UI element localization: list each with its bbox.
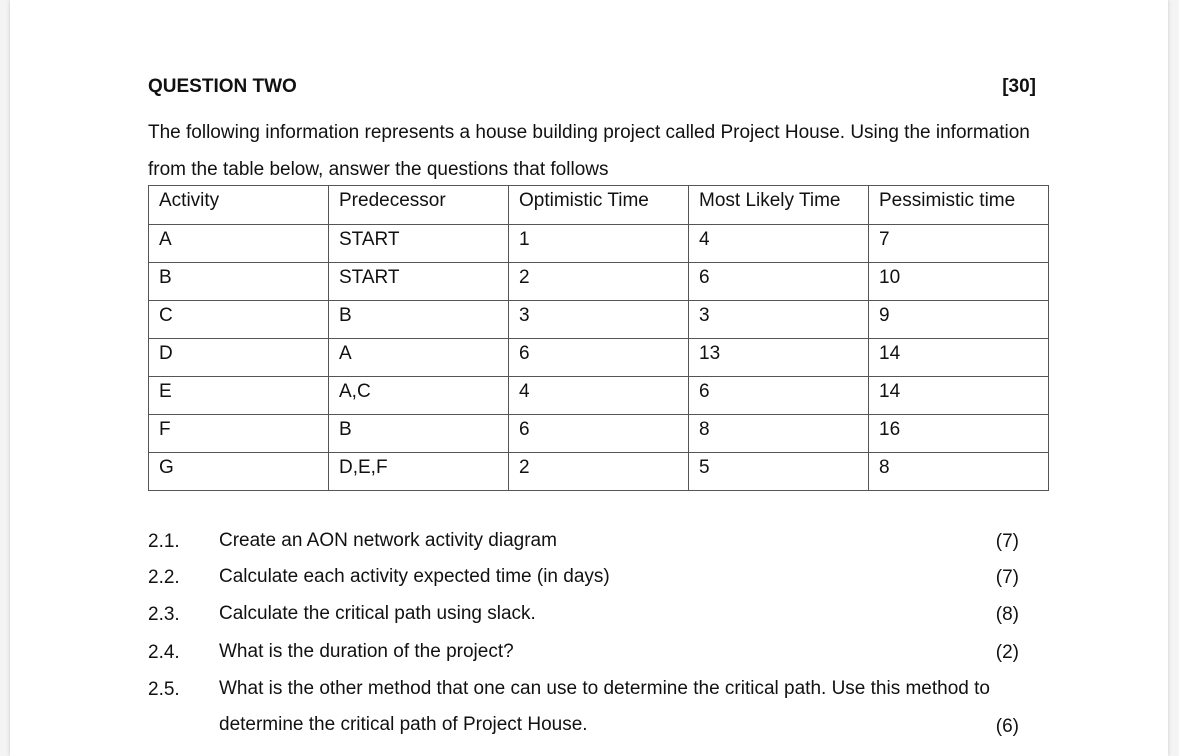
cell-activity: A [149, 225, 329, 263]
cell-most-likely: 8 [689, 415, 869, 453]
question-number: 2.2. [148, 567, 180, 588]
activity-table [148, 185, 1049, 491]
table-row [149, 415, 1049, 453]
cell-optimistic: 1 [509, 225, 689, 263]
question-intro: The following information represents a house building project called Project House. Using the information from the table below, answer the questions that follows [148, 122, 1030, 180]
header-most-likely-time: Most Likely Time [689, 186, 869, 225]
cell-activity: E [149, 377, 329, 415]
question-text: Calculate the critical path using slack. [219, 603, 536, 624]
cell-pessimistic: 14 [869, 339, 1049, 377]
question-total-marks: [30] [1002, 76, 1036, 97]
cell-optimistic: 6 [509, 415, 689, 453]
question-title: QUESTION TWO [148, 76, 297, 97]
cell-pessimistic: 9 [869, 301, 1049, 339]
cell-optimistic: 2 [509, 453, 689, 491]
header-optimistic-time: Optimistic Time [509, 186, 689, 225]
question-text: What is the other method that one can use to determine the critical path. Use this method to determine the critical path of Project House. [219, 678, 990, 735]
header-pessimistic-time: Pessimistic time [869, 186, 1049, 225]
question-number: 2.1. [148, 531, 180, 552]
question-marks: (7) [995, 531, 1019, 552]
question-text: What is the duration of the project? [219, 641, 514, 662]
cell-most-likely: 6 [689, 377, 869, 415]
cell-most-likely: 4 [689, 225, 869, 263]
cell-predecessor: START [329, 263, 509, 301]
table-header-row [149, 186, 1049, 225]
question-marks: (6) [995, 716, 1019, 737]
cell-predecessor: B [329, 415, 509, 453]
cell-optimistic: 3 [509, 301, 689, 339]
cell-pessimistic: 10 [869, 263, 1049, 301]
question-text: Calculate each activity expected time (in days) [219, 566, 610, 587]
cell-pessimistic: 7 [869, 225, 1049, 263]
cell-activity: B [149, 263, 329, 301]
cell-activity: D [149, 339, 329, 377]
table-row [149, 301, 1049, 339]
cell-most-likely: 3 [689, 301, 869, 339]
cell-pessimistic: 8 [869, 453, 1049, 491]
cell-most-likely: 5 [689, 453, 869, 491]
cell-predecessor: B [329, 301, 509, 339]
cell-pessimistic: 14 [869, 377, 1049, 415]
table-row [149, 339, 1049, 377]
cell-optimistic: 6 [509, 339, 689, 377]
table-row [149, 453, 1049, 491]
table-row [149, 377, 1049, 415]
question-marks: (7) [995, 567, 1019, 588]
cell-predecessor: A,C [329, 377, 509, 415]
question-text: Create an AON network activity diagram [219, 530, 557, 551]
header-predecessor: Predecessor [329, 186, 509, 225]
cell-activity: G [149, 453, 329, 491]
cell-optimistic: 2 [509, 263, 689, 301]
cell-predecessor: START [329, 225, 509, 263]
question-marks: (2) [995, 642, 1019, 663]
table-row [149, 225, 1049, 263]
cell-most-likely: 13 [689, 339, 869, 377]
document-page [10, 0, 1168, 756]
question-heading [148, 76, 1036, 98]
cell-activity: C [149, 301, 329, 339]
question-number: 2.5. [148, 679, 180, 700]
cell-pessimistic: 16 [869, 415, 1049, 453]
question-number: 2.4. [148, 642, 180, 663]
table-row [149, 263, 1049, 301]
cell-optimistic: 4 [509, 377, 689, 415]
question-marks: (8) [995, 604, 1019, 625]
header-activity: Activity [149, 186, 329, 225]
cell-activity: F [149, 415, 329, 453]
question-number: 2.3. [148, 604, 180, 625]
cell-predecessor: A [329, 339, 509, 377]
cell-most-likely: 6 [689, 263, 869, 301]
cell-predecessor: D,E,F [329, 453, 509, 491]
